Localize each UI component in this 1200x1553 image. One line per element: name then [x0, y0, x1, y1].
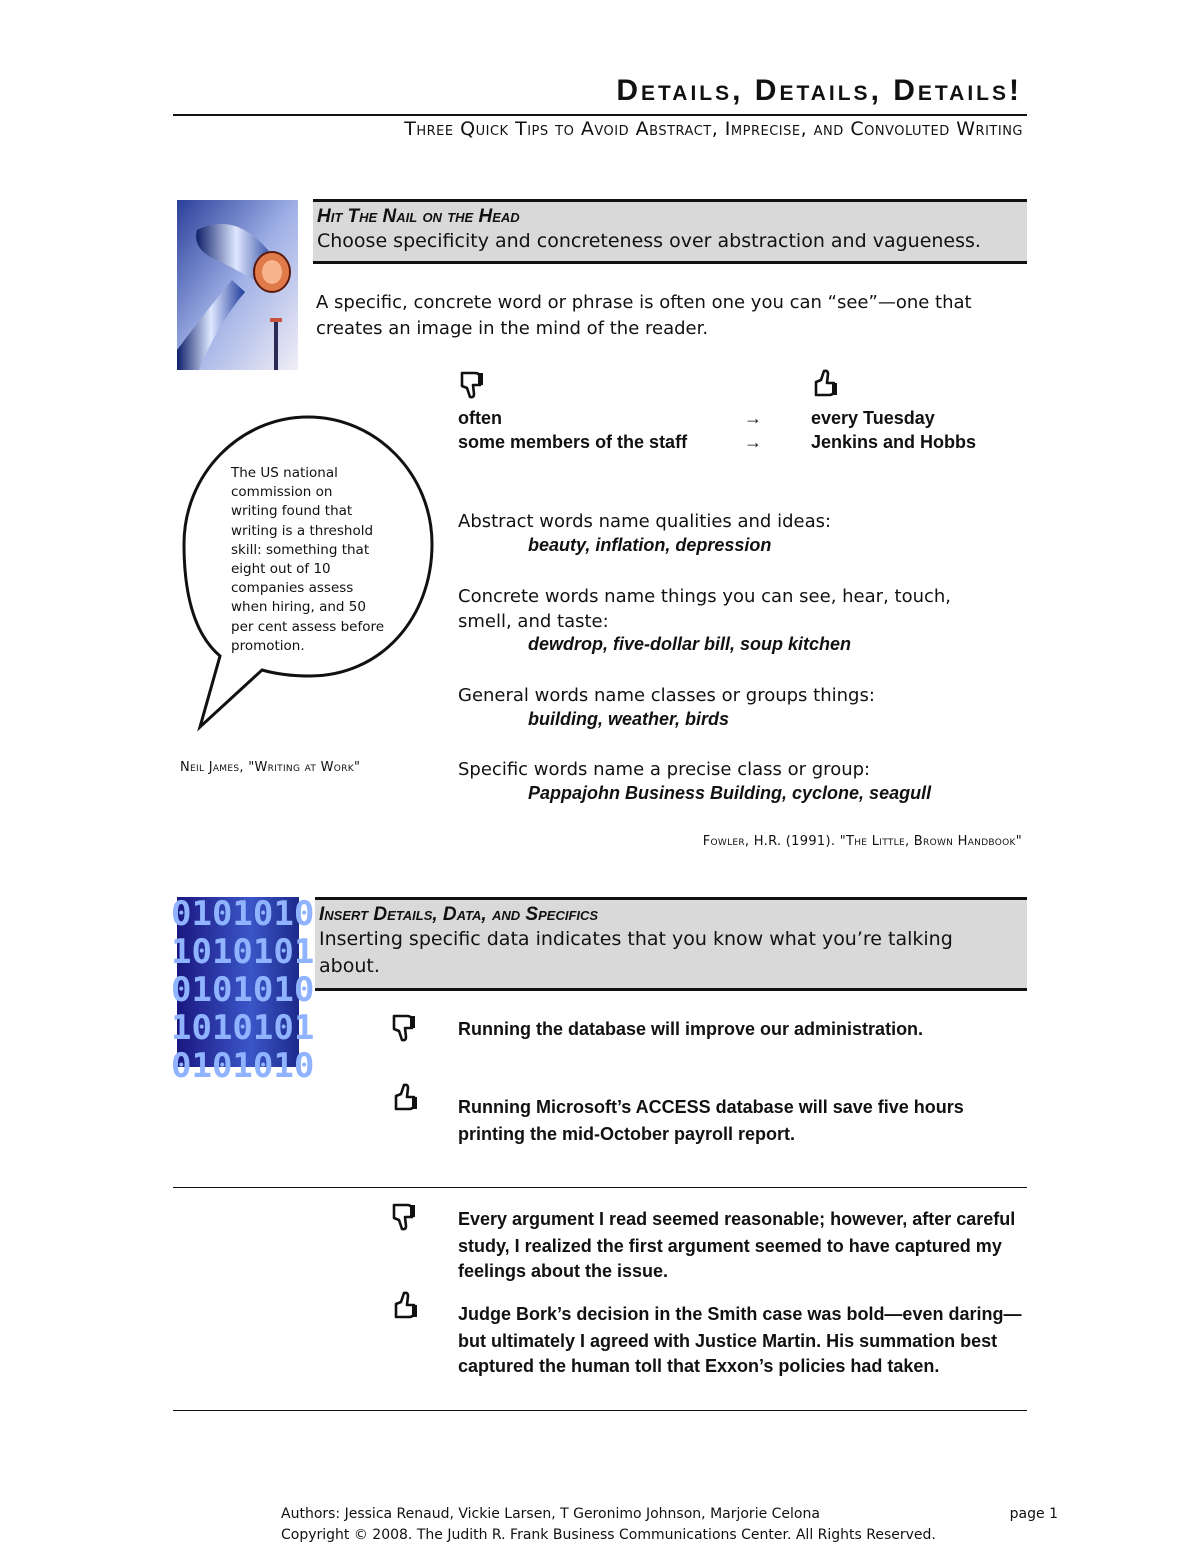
definition-general-example: building, weather, birds [528, 709, 730, 729]
section1-intro-line2: creates an image in the mind of the reader. [316, 318, 709, 339]
section2-header [315, 897, 1027, 991]
definition-specific-example: Pappajohn Business Building, cyclone, seagull [528, 783, 932, 803]
footer-authors: Authors: Jessica Renaud, Vickie Larsen, T Geronimo Johnson, Marjorie Celona [281, 1506, 820, 1522]
example-after-1: every Tuesday [811, 408, 935, 428]
thumbs-up-icon [392, 1082, 420, 1117]
example-before-1: often [458, 408, 502, 428]
footer-copyright: Copyright © 2008. The Judith R. Frank Business Communications Center. All Rights Reserved. [281, 1527, 936, 1543]
section1-kicker: Hit The Nail on the Head [317, 206, 520, 227]
bubble-line: per cent assess before [231, 618, 385, 635]
svg-text:1010101: 1010101 [171, 932, 315, 972]
pair2-weak-line2: study, I realized the first argument seemed to have captured my [458, 1236, 1002, 1256]
section1-source: Fowler, H.R. (1991). "The Little, Brown Handbook" [702, 834, 1022, 849]
section2-kicker: Insert Details, Data, and Specifics [319, 904, 599, 925]
example-after-2: Jenkins and Hobbs [811, 432, 977, 452]
pair2-weak-line1: Every argument I read seemed reasonable; however, after careful [458, 1209, 1016, 1229]
bubble-line: writing is a threshold [231, 522, 374, 539]
svg-text:0101010: 0101010 [171, 970, 315, 1010]
section1-intro-line1: A specific, concrete word or phrase is often one you can “see”—one that [316, 292, 972, 313]
bubble-line: skill: something that [231, 541, 370, 558]
pair2-strong-line2: but ultimately I agreed with Justice Martin. His summation best [458, 1331, 998, 1351]
bubble-line: The US national [231, 465, 338, 481]
thumbs-up-icon [392, 1290, 420, 1325]
thumbs-down-icon [390, 1013, 418, 1048]
svg-text:1010101: 1010101 [171, 1008, 315, 1048]
binary-code-image [171, 894, 315, 1086]
section2-lead-line2: about. [319, 955, 380, 977]
page-subtitle: Three Quick Tips to Avoid Abstract, Imprecise, and Convoluted Writing [404, 118, 1023, 140]
page-number: page 1 [1009, 1506, 1058, 1522]
thumbs-down-icon [390, 1202, 418, 1237]
definition-concrete-lead: Concrete words name things you can see, hear, touch, [458, 586, 952, 607]
svg-text:0101010: 0101010 [171, 894, 315, 934]
definition-concrete-example: dewdrop, five-dollar bill, soup kitchen [528, 634, 852, 654]
definition-specific-lead: Specific words name a precise class or group: [458, 759, 871, 780]
thumbs-up-icon [812, 368, 840, 403]
definition-abstract-example: beauty, inflation, depression [528, 535, 772, 555]
title-divider [173, 114, 1027, 116]
pair2-strong-line1: Judge Bork’s decision in the Smith case was bold—even daring— [458, 1304, 1022, 1324]
bubble-line: promotion. [231, 637, 305, 654]
pair1-strong-line2: printing the mid-October payroll report. [458, 1124, 796, 1144]
svg-text:0101010: 0101010 [171, 1046, 315, 1086]
thumbs-down-icon [458, 370, 486, 405]
bubble-line: eight out of 10 [231, 561, 331, 578]
example-arrow-2: → [744, 432, 762, 452]
bubble-line: writing found that [231, 503, 353, 520]
section1-header [313, 199, 1027, 264]
pair1-strong-line1: Running Microsoft’s ACCESS database will save five hours [458, 1097, 964, 1117]
bubble-line: companies assess [231, 580, 354, 597]
bubble-text [231, 464, 421, 656]
bubble-source: Neil James, "Writing at Work" [180, 760, 361, 775]
definition-concrete-lead2: smell, and taste: [458, 611, 609, 632]
bubble-line: when hiring, and 50 [231, 599, 366, 616]
section1-lead: Choose specificity and concreteness over abstraction and vagueness. [317, 230, 981, 252]
pair2-strong-line3: captured the human toll that Exxon’s policies had taken. [458, 1356, 940, 1376]
example-before-2: some members of the staff [458, 432, 688, 452]
bottom-divider [173, 1410, 1027, 1411]
pair1-weak-sentence: Running the database will improve our administration. [458, 1019, 924, 1039]
page-title: Details, Details, Details! [616, 74, 1022, 107]
example-arrow-1: → [744, 408, 762, 428]
section2-lead-line1: Inserting specific data indicates that you know what you’re talking [319, 928, 953, 950]
definition-general-lead: General words name classes or groups things: [458, 685, 875, 706]
hammer-image [177, 200, 298, 370]
definition-abstract-lead: Abstract words name qualities and ideas: [458, 511, 832, 532]
pair2-weak-line3: feelings about the issue. [458, 1261, 669, 1281]
bubble-line: commission on [231, 484, 333, 501]
section-divider [173, 1187, 1027, 1188]
